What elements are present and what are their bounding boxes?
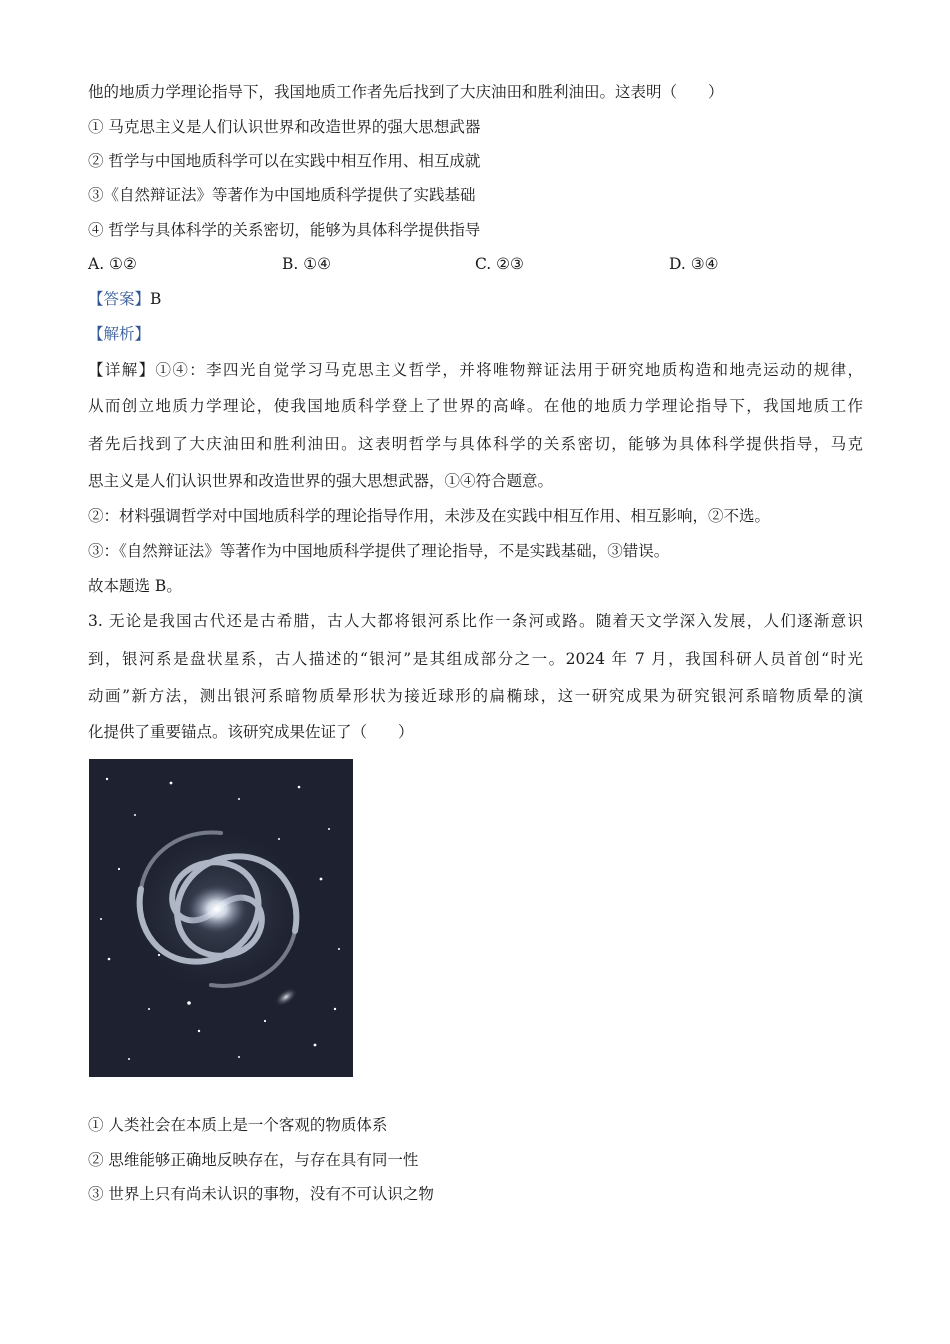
galaxy-photo <box>89 759 353 1077</box>
q3-stem-line-1: 3. 无论是我国古代还是古希腊，古人大都将银河系比作一条河或路。随着天文学深入发展，人们逐渐意识 <box>88 612 863 630</box>
detail-tag: 【详解】 <box>88 361 156 379</box>
q2-statement-3: ③《自然辩证法》等著作为中国地质科学提供了实践基础 <box>88 186 476 204</box>
q3-statement-2: ② 思维能够正确地反映存在，与存在具有同一性 <box>88 1151 419 1169</box>
detail-line-2: 从而创立地质力学理论，使我国地质科学登上了世界的高峰。在他的地质力学理论指导下，我国地质工作 <box>88 397 863 415</box>
q2-option-a: A. ①② <box>88 255 137 273</box>
q2-answer <box>88 289 863 309</box>
q3-statement-3: ③ 世界上只有尚未认识的事物，没有不可认识之物 <box>88 1185 434 1203</box>
answer-tag: 【答案】 <box>88 290 151 308</box>
galaxy-image <box>89 759 353 1077</box>
detail-line-1 <box>88 360 863 380</box>
analysis-tag: 【解析】 <box>88 325 151 343</box>
q3-stem-line-3: 动画”新方法，测出银河系暗物质晕形状为接近球形的扁椭球，这一研究成果为研究银河系暗物质晕的演 <box>88 687 863 705</box>
q3-stem-line-2: 到，银河系是盘状星系，古人描述的“银河”是其组成部分之一。2024 年 7 月，我国科研人员首创“时光 <box>88 650 863 668</box>
q3-stem-line-4: 化提供了重要锚点。该研究成果佐证了（ ） <box>88 723 414 741</box>
q2-stem-tail: 他的地质力学理论指导下，我国地质工作者先后找到了大庆油田和胜利油田。这表明（ ） <box>88 83 724 101</box>
q2-option-b: B. ①④ <box>282 255 332 273</box>
q2-statement-1: ① 马克思主义是人们认识世界和改造世界的强大思想武器 <box>88 118 481 136</box>
detail-text-1: ①④：李四光自觉学习马克思主义哲学，并将唯物辩证法用于研究地质构造和地壳运动的规律， <box>155 361 863 379</box>
q2-option-c: C. ②③ <box>475 255 524 273</box>
q2-statement-2: ② 哲学与中国地质科学可以在实践中相互作用、相互成就 <box>88 152 481 170</box>
explain-3: ③：《自然辩证法》等著作为中国地质科学提供了理论指导，不是实践基础，③错误。 <box>88 542 670 560</box>
q3-statement-1: ① 人类社会在本质上是一个客观的物质体系 <box>88 1116 388 1134</box>
q2-option-d: D. ③④ <box>669 255 719 273</box>
explain-2: ②：材料强调哲学对中国地质科学的理论指导作用，未涉及在实践中相互作用、相互影响，②不选。 <box>88 507 771 525</box>
detail-line-4: 思主义是人们认识世界和改造世界的强大思想武器，①④符合题意。 <box>88 472 554 490</box>
q2-statement-4: ④ 哲学与具体科学的关系密切，能够为具体科学提供指导 <box>88 221 481 239</box>
answer-value: B <box>150 290 162 308</box>
detail-line-3: 者先后找到了大庆油田和胜利油田。这表明哲学与具体科学的关系密切，能够为具体科学提供指导，马克 <box>88 435 863 453</box>
q2-conclusion: 故本题选 B。 <box>88 577 182 595</box>
